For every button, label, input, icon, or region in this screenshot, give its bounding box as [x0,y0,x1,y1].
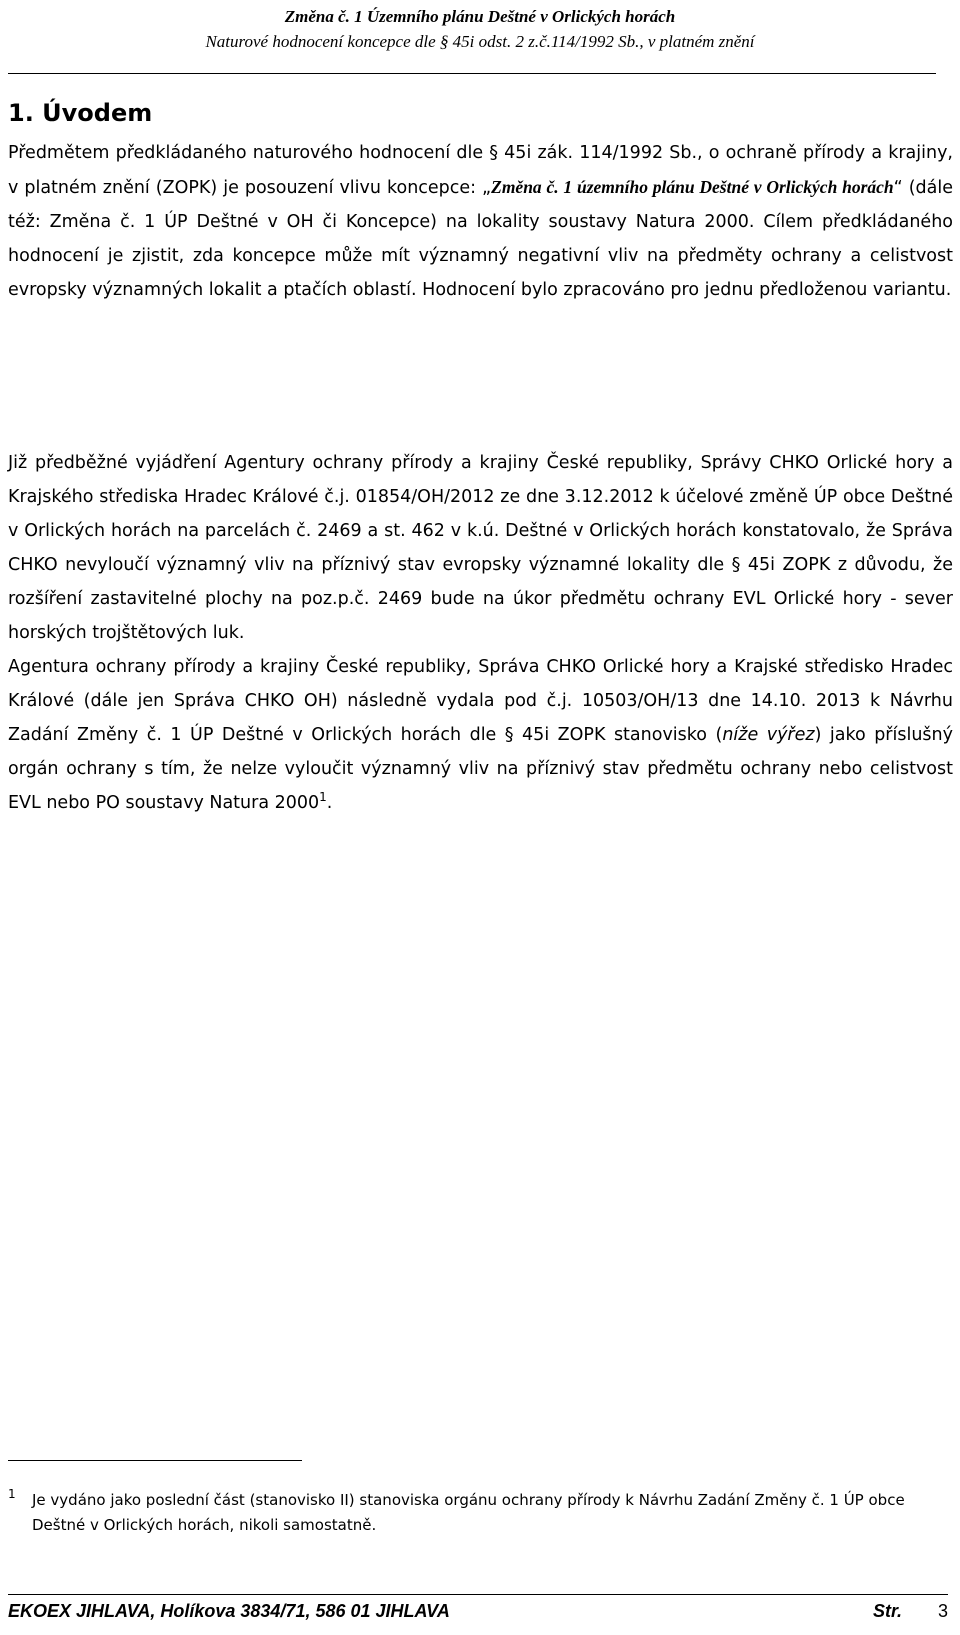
paragraph-opinion-b-text-1: Agentura ochrany přírody a krajiny České republiky, Správa CHKO Orlické hory a Krajské středisko Hradec Králové (dále jen Správa CHKO OH) následně vydala pod č.j. 10503/OH/13 dne 14.10. 2013 k Návrhu Zadání Změny č. 1 ÚP Deštné v Orlických horách dle § 45i ZOPK stanovisko ( [8,657,953,745]
page-label: Str. [872,1601,902,1621]
footnote-ref[interactable]: 1 [319,790,327,805]
concept-title: Změna č. 1 územního plánu Deštné v Orlických horách [491,177,894,197]
paragraph-intro-text-1: Předmětem předkládaného naturového hodnocení dle § 45i zák. 114/1992 Sb., o ochraně přírody a krajiny, v platném znění (ZOPK) je posouzení vlivu koncepce: „ [8,143,953,198]
paragraph-intro-text-2: “ (dále též: Změna č. 1 ÚP Deštné v OH či Koncepce) na lokality soustavy Natura 2000. Cílem předkládaného hodnocení je zjistit, zda koncepce může mít významný negativní vliv na předměty ochrany a celistvost evropsky významných lokalit a ptačích oblastí. Hodnocení bylo zpracováno pro jednu předloženou variantu. [8,178,953,300]
page-number: 3 [937,1601,948,1621]
page-header [0,0,960,54]
paragraph-opinion-a: Již předběžné vyjádření Agentury ochrany přírody a krajiny České republiky, Správy CHKO Orlické hory a Krajského střediska Hradec Králové č.j. 01854/OH/2012 ze dne 3.12.2012 k účelové změně ÚP obce Deštné v Orlických horách na parcelách č. 2469 a st. 462 v k.ú. Deštné v Orlických horách konstatovalo, že Správa CHKO nevyloučí významný vliv na příznivý stav evropsky významné lokality dle § 45i ZOPK z důvodu, že rozšíření zastavitelné plochy na poz.p.č. 2469 bude na úkor předmětu ochrany EVL Orlické hory - sever horských trojštětových luk. [8,453,953,643]
footer-address: EKOEX JIHLAVA, Holíkova 3834/71, 586 01 JIHLAVA [8,1601,450,1621]
header-title: Změna č. 1 Územního plánu Deštné v Orlických horách [284,7,676,26]
paragraph-opinion-b-italic: níže výřez [722,725,815,745]
footnote-text: Je vydáno jako poslední část (stanovisko II) stanoviska orgánu ochrany přírody k Návrhu Zadání Změny č. 1 ÚP obce Deštné v Orlických horách, nikoli samostatně. [32,1491,905,1534]
paragraph-opinion-b [8,650,953,820]
paragraph-intro [8,136,953,307]
header-divider [8,73,936,74]
paragraph-opinion-b-text-3: . [326,793,333,813]
footnote-divider [8,1460,302,1461]
footer-page [873,1599,948,1623]
footnote-number: 1 [8,1487,16,1501]
footnote [8,1488,938,1538]
section-title: 1. Úvodem [8,99,153,127]
paragraph-opinion-b-text-2: ) jako příslušný orgán ochrany s tím, že nelze vyloučit významný vliv na příznivý stav předmětu ochrany nebo celistvost EVL nebo PO soustavy Natura 2000 [8,725,954,813]
page-footer [8,1599,948,1623]
footer-divider [8,1594,948,1595]
header-subtitle: Naturové hodnocení koncepce dle § 45i odst. 2 z.č.114/1992 Sb., v platném znění [205,32,755,51]
paragraph-opinion [8,446,953,820]
